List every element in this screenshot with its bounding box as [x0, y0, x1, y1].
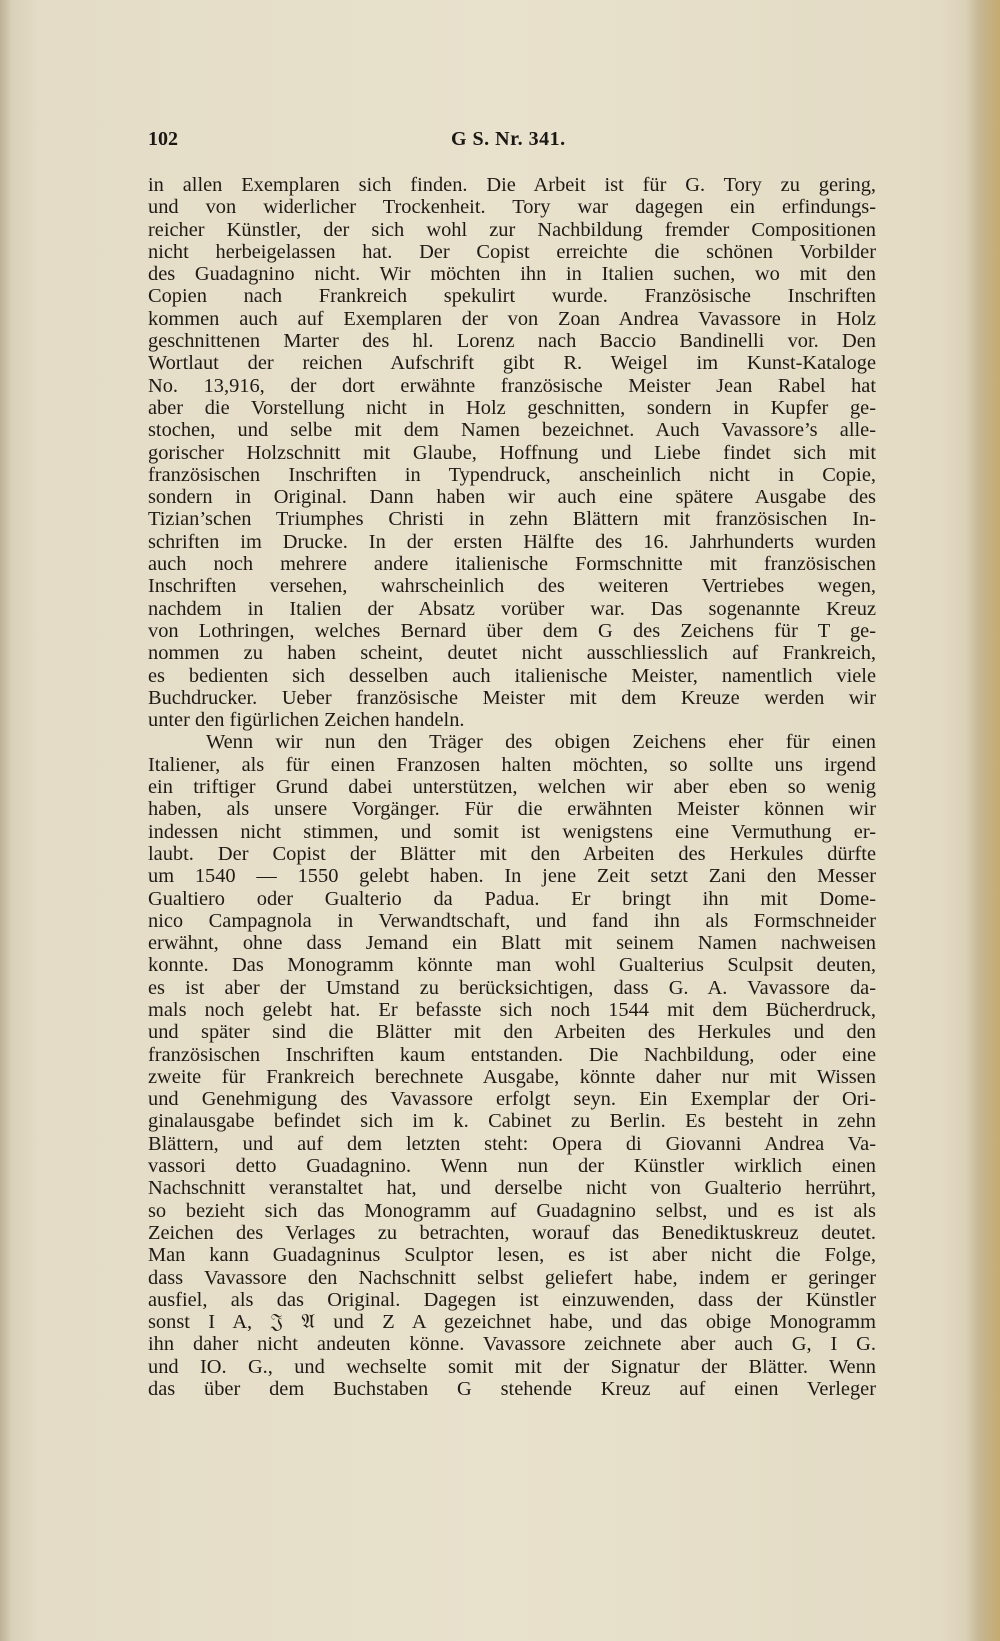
page-left-shadow — [0, 0, 12, 1641]
text-line: reicher Künstler, der sich wohl zur Nachbildung fremder Compositionen — [148, 218, 876, 241]
text-line: Man kann Guadagninus Sculptor lesen, es ist aber nicht die Folge, — [148, 1244, 876, 1267]
text-line: es bedienten sich desselben auch italienische Meister, namentlich viele — [148, 664, 876, 687]
text-line: nachdem in Italien der Absatz vorüber war. Das sogenannte Kreuz — [148, 597, 876, 620]
text-line: nommen zu haben scheint, deutet nicht ausschliesslich auf Frankreich, — [148, 642, 876, 665]
text-line: nico Campagnola in Verwandtschaft, und fand ihn als Formschneider — [148, 909, 876, 932]
text-line: No. 13,916, der dort erwähnte französische Meister Jean Rabel hat — [148, 374, 876, 397]
text-line: so bezieht sich das Monogramm auf Guadagnino selbst, und es ist als — [148, 1199, 876, 1222]
body-text — [148, 174, 876, 1400]
text-line: erwähnt, ohne dass Jemand ein Blatt mit seinem Namen nachweisen — [148, 932, 876, 955]
page-header — [148, 128, 876, 158]
text-line: französischen Inschriften in Typendruck, anscheinlich nicht in Copie, — [148, 463, 876, 486]
text-line: sonst I A, 𝔍 𝔄 und Z A gezeichnet habe, und das obige Monogramm — [148, 1311, 876, 1334]
text-line: ginalausgabe befindet sich im k. Cabinet zu Berlin. Es besteht in zehn — [148, 1110, 876, 1133]
text-line: ausfiel, als das Original. Dagegen ist einzuwenden, dass der Künstler — [148, 1288, 876, 1311]
text-line: indessen nicht stimmen, und somit ist wenigstens eine Vermuthung er- — [148, 820, 876, 843]
text-line: das über dem Buchstaben G stehende Kreuz auf einen Verleger — [148, 1378, 876, 1401]
text-line: auch noch mehrere andere italienische Formschnitte mit französischen — [148, 553, 876, 576]
text-line: in allen Exemplaren sich finden. Die Arbeit ist für G. Tory zu gering, — [148, 174, 876, 196]
running-head: G S. Nr. 341. — [451, 128, 566, 150]
text-line: Gualtiero oder Gualterio da Padua. Er bringt ihn mit Dome- — [148, 887, 876, 910]
text-line: und IO. G., und wechselte somit mit der Signatur der Blätter. Wenn — [148, 1355, 876, 1378]
text-line: Italiener, als für einen Franzosen halten möchten, so sollte uns irgend — [148, 753, 876, 776]
text-line: Wortlaut der reichen Aufschrift gibt R. Weigel im Kunst-Kataloge — [148, 352, 876, 375]
text-line: aber die Vorstellung nicht in Holz geschnitten, sondern in Kupfer ge- — [148, 396, 876, 419]
text-line: des Guadagnino nicht. Wir möchten ihn in Italien suchen, wo mit den — [148, 263, 876, 286]
text-line: Nachschnitt veranstaltet hat, und derselbe nicht von Gualterio herrührt, — [148, 1177, 876, 1200]
text-line: französischen Inschriften kaum entstanden. Die Nachbildung, oder eine — [148, 1043, 876, 1066]
paragraph-start-line: Wenn wir nun den Träger des obigen Zeichens eher für einen — [206, 731, 876, 754]
text-line: nicht herbeigelassen hat. Der Copist erreichte die schönen Vorbilder — [148, 240, 876, 263]
text-line: Blättern, und auf dem letzten steht: Opera di Giovanni Andrea Va- — [148, 1132, 876, 1155]
text-line: und später sind die Blätter mit den Arbeiten des Herkules und den — [148, 1021, 876, 1044]
text-line: stochen, und selbe mit dem Namen bezeichnet. Auch Vavassore’s alle- — [148, 419, 876, 442]
text-line: haben, als unsere Vorgänger. Für die erwähnten Meister können wir — [148, 798, 876, 821]
text-line: und von widerlicher Trockenheit. Tory war dagegen ein erfindungs- — [148, 196, 876, 219]
text-line: um 1540 — 1550 gelebt haben. In jene Zeit setzt Zani den Messer — [148, 865, 876, 888]
text-line: kommen auch auf Exemplaren der von Zoan Andrea Vavassore in Holz — [148, 307, 876, 330]
text-line: laubt. Der Copist der Blätter mit den Arbeiten des Herkules dürfte — [148, 842, 876, 865]
text-line: schriften im Drucke. In der ersten Hälfte des 16. Jahrhunderts wurden — [148, 530, 876, 553]
text-line: Zeichen des Verlages zu betrachten, worauf das Benediktuskreuz deutet. — [148, 1221, 876, 1244]
text-line: Copien nach Frankreich spekulirt wurde. Französische Inschriften — [148, 285, 876, 308]
paragraph-end-line: unter den figürlichen Zeichen handeln. — [148, 709, 465, 732]
text-line: konnte. Das Monogramm könnte man wohl Gualterius Sculpsit deuten, — [148, 954, 876, 977]
text-line: gorischer Holzschnitt mit Glaube, Hoffnung und Liebe findet sich mit — [148, 441, 876, 464]
page-number: 102 — [148, 128, 178, 150]
text-line: mals noch gelebt hat. Er befasste sich noch 1544 mit dem Bücherdruck, — [148, 998, 876, 1021]
text-line: und Genehmigung des Vavassore erfolgt seyn. Ein Exemplar der Ori- — [148, 1088, 876, 1111]
text-line: ein triftiger Grund dabei unterstützen, welchen wir aber eben so wenig — [148, 776, 876, 799]
text-line: vassori detto Guadagnino. Wenn nun der Künstler wirklich einen — [148, 1155, 876, 1178]
page-right-edge-stain — [966, 0, 1000, 1641]
text-line: von Lothringen, welches Bernard über dem G des Zeichens für T ge- — [148, 619, 876, 642]
text-line: geschnittenen Marter des hl. Lorenz nach Baccio Bandinelli vor. Den — [148, 330, 876, 353]
text-line: Buchdrucker. Ueber französische Meister mit dem Kreuze werden wir — [148, 686, 876, 709]
text-line: Inschriften versehen, wahrscheinlich des weiteren Vertriebes wegen, — [148, 575, 876, 598]
text-line: zweite für Frankreich berechnete Ausgabe, könnte daher nur mit Wissen — [148, 1065, 876, 1088]
text-line: Tizian’schen Triumphes Christi in zehn Blättern mit französischen In- — [148, 508, 876, 531]
text-line: es ist aber der Umstand zu berücksichtigen, dass G. A. Vavassore da- — [148, 976, 876, 999]
text-line: sondern in Original. Dann haben wir auch eine spätere Ausgabe des — [148, 486, 876, 509]
text-line: ihn daher nicht andeuten könne. Vavassore zeichnete aber auch G, I G. — [148, 1333, 876, 1356]
text-line: dass Vavassore den Nachschnitt selbst geliefert habe, indem er geringer — [148, 1266, 876, 1289]
